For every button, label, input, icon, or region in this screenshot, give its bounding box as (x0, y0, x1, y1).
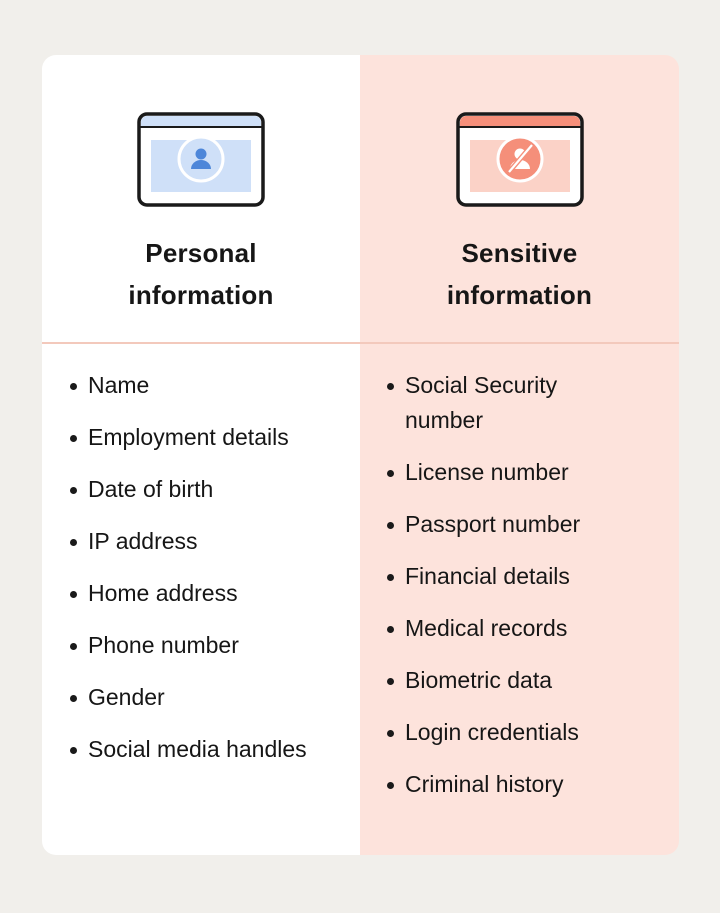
user-profile-icon (137, 112, 265, 207)
personal-title (42, 232, 360, 316)
list-item: Social media handles (70, 732, 352, 767)
personal-header (42, 55, 360, 344)
sensitive-title-line1: Sensitive (461, 238, 578, 268)
list-item: Criminal history (387, 767, 671, 802)
list-item: Date of birth (70, 472, 352, 507)
list-item: Gender (70, 680, 352, 715)
list-item: Social Security number (387, 368, 671, 438)
list-item: Biometric data (387, 663, 671, 698)
list-item: Passport number (387, 507, 671, 542)
personal-list (70, 368, 352, 784)
sensitive-title (360, 232, 679, 316)
list-item: Login credentials (387, 715, 671, 750)
comparison-card (42, 55, 679, 855)
sensitive-list (387, 368, 671, 819)
list-item: Employment details (70, 420, 352, 455)
personal-title-line1: Personal (145, 238, 257, 268)
list-item: Financial details (387, 559, 671, 594)
list-item: IP address (70, 524, 352, 559)
list-item: Name (70, 368, 352, 403)
sensitive-title-line2: information (446, 280, 593, 310)
sensitive-information-column (360, 55, 679, 855)
list-item: License number (387, 455, 671, 490)
list-item: Medical records (387, 611, 671, 646)
personal-information-column (42, 55, 360, 855)
list-item: Home address (70, 576, 352, 611)
sensitive-header (360, 55, 679, 344)
list-item: Phone number (70, 628, 352, 663)
user-blocked-icon (456, 112, 584, 207)
personal-title-line2: information (128, 280, 274, 310)
